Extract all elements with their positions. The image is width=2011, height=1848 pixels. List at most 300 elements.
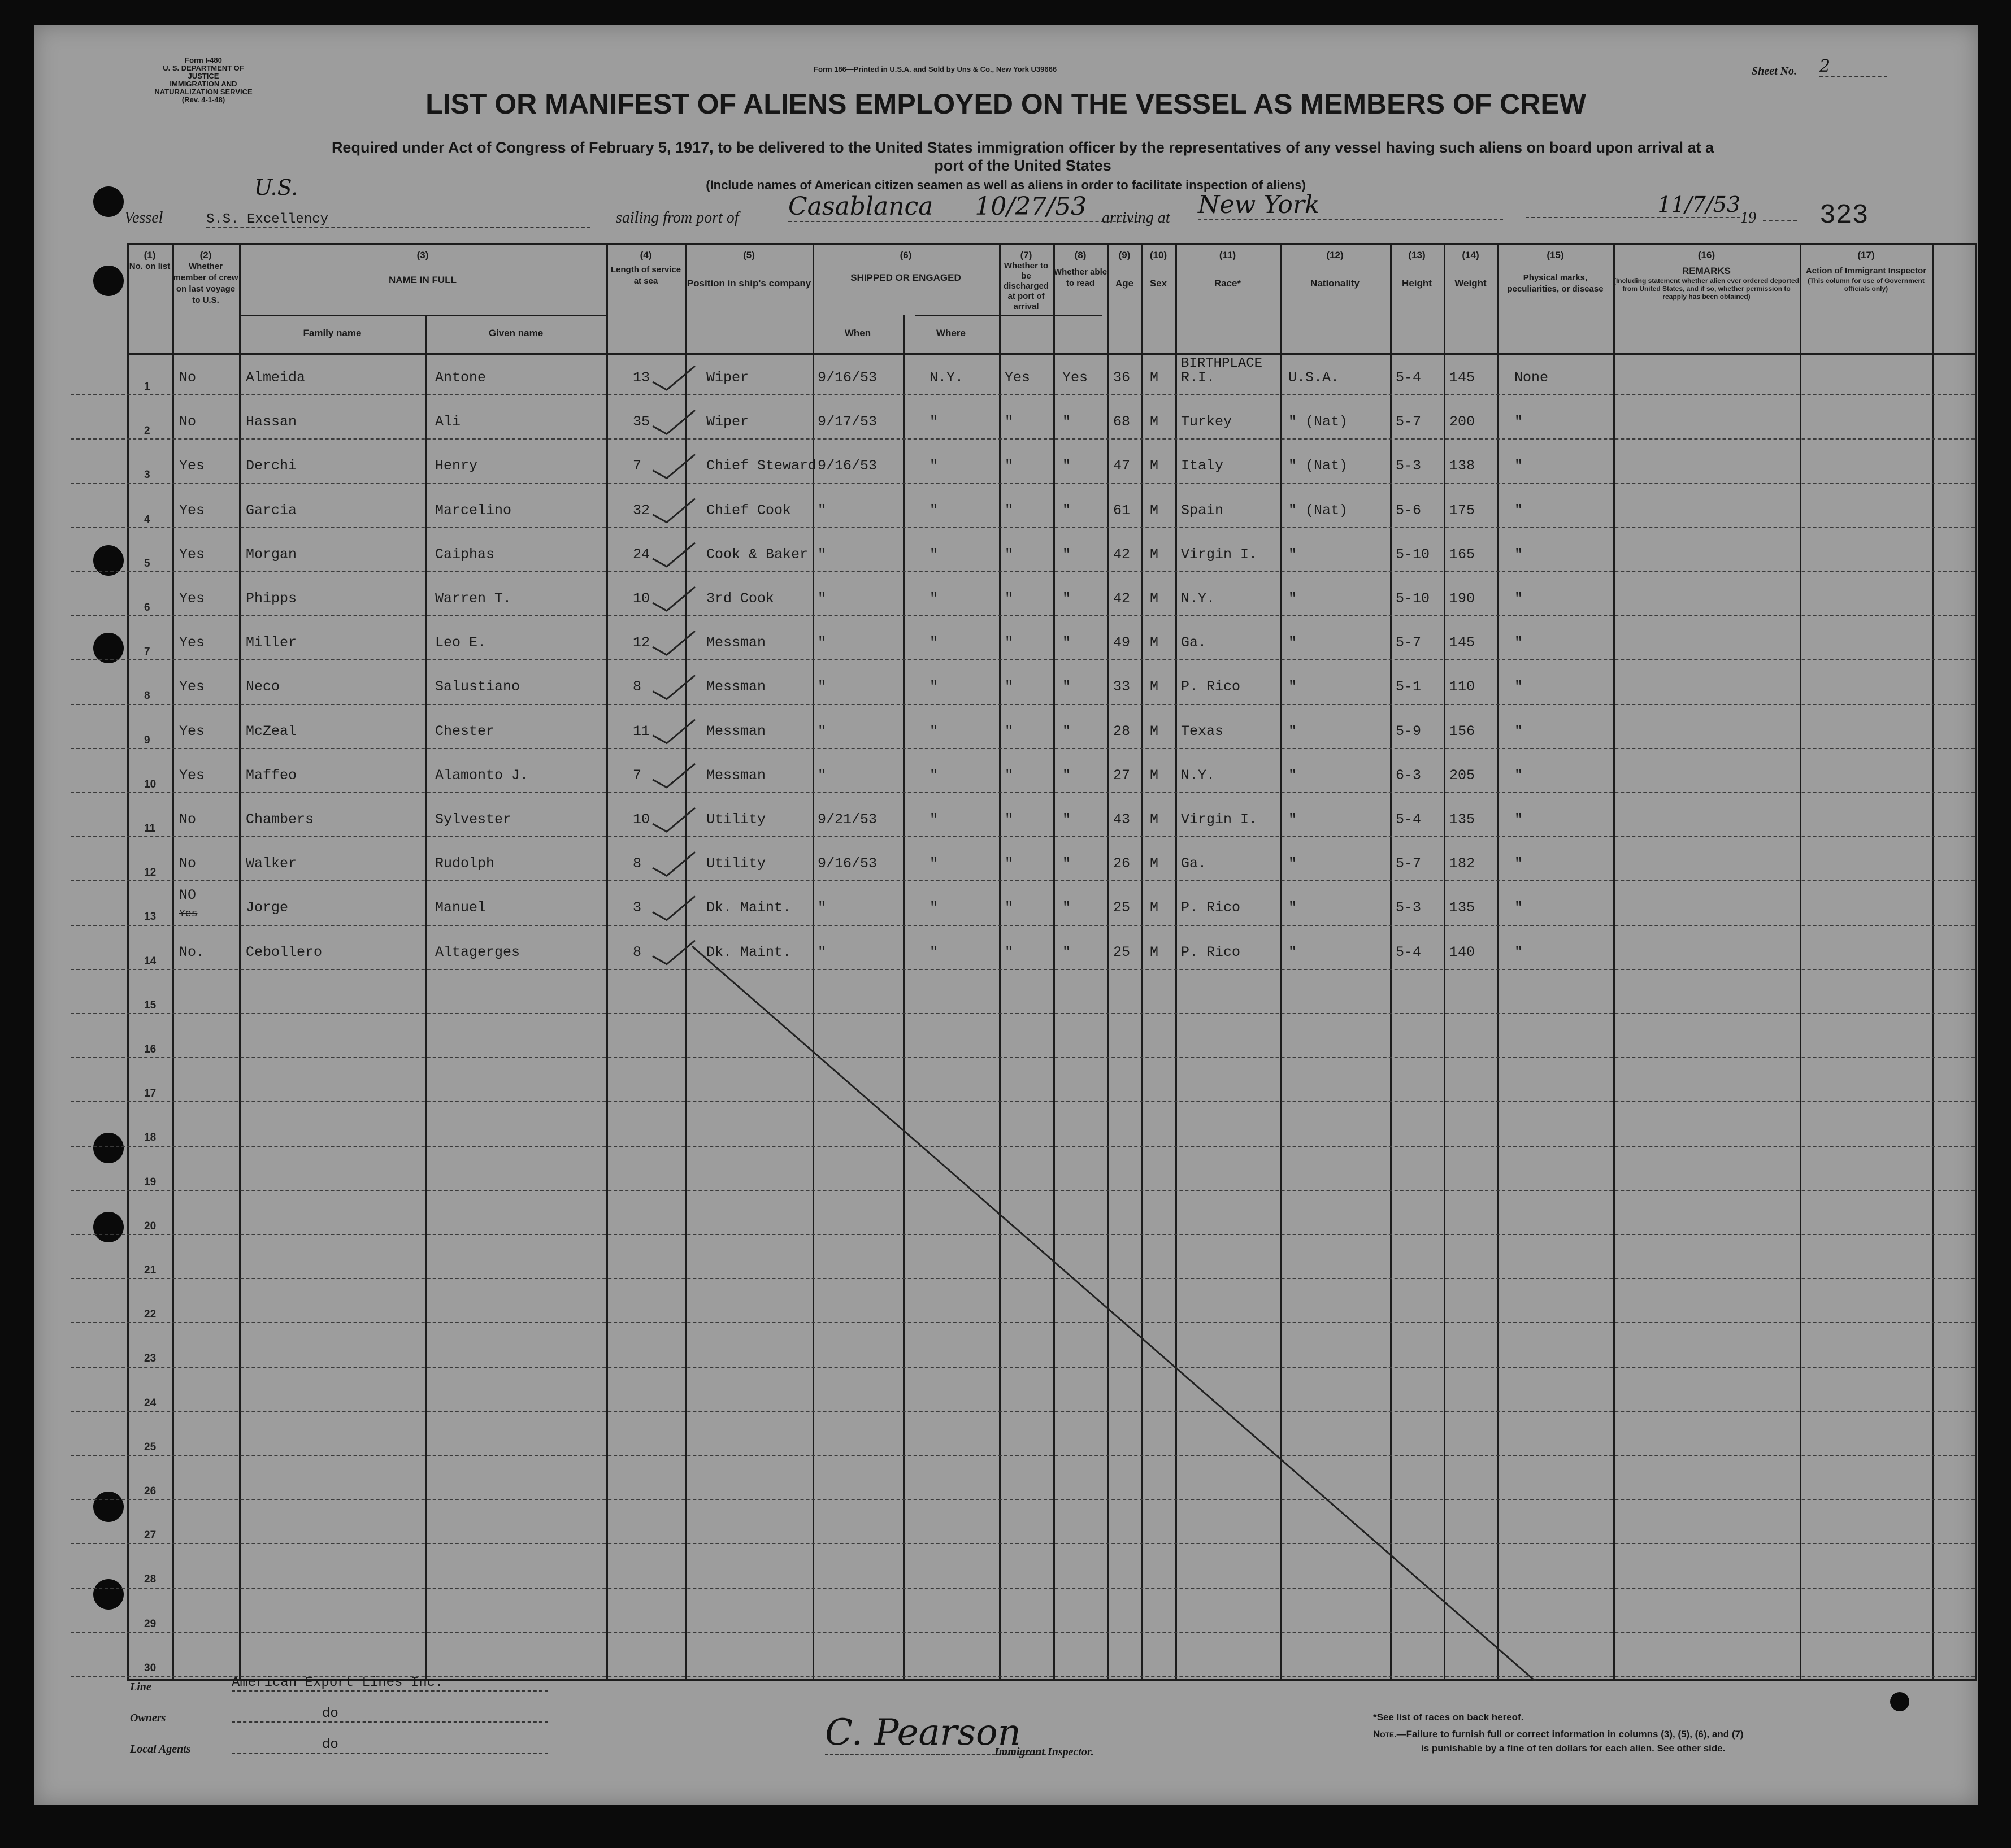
weight: 140	[1449, 943, 1475, 960]
nationality: " (Nat)	[1288, 502, 1348, 519]
check-mark	[653, 720, 695, 743]
whether-prev-crew: Yes	[179, 458, 205, 475]
note-label: Note.	[1373, 1729, 1397, 1740]
col2-header: (2) Whether member of crew on last voyage to U.S.	[173, 250, 238, 305]
height: 5-7	[1396, 414, 1422, 431]
family-name: Cebollero	[246, 943, 323, 960]
arriving-label: arriving at	[1102, 209, 1170, 227]
check-mark	[653, 410, 695, 434]
height: 5-6	[1396, 502, 1422, 519]
shipped-where: "	[930, 546, 939, 563]
able-to-read: "	[1062, 414, 1071, 431]
fine-note-line2: is punishable by a fine of ten dollars for each alien. See other side.	[1421, 1743, 1726, 1754]
physical-marks: None	[1514, 369, 1549, 386]
cancel-diagonal-line	[692, 943, 1639, 1681]
physical-marks: "	[1514, 414, 1523, 431]
shipped-where: "	[930, 855, 939, 872]
given-name: Antone	[435, 369, 487, 386]
sex: M	[1150, 855, 1159, 872]
able-to-read: "	[1062, 811, 1071, 828]
physical-marks: "	[1514, 634, 1523, 651]
physical-marks: "	[1514, 679, 1523, 695]
birthplace: Texas	[1181, 723, 1224, 740]
whether-prev-crew: NO	[179, 887, 197, 904]
family-name: Almeida	[246, 369, 306, 386]
given-name: Manuel	[435, 899, 487, 916]
weight: 175	[1449, 502, 1475, 519]
manifest-table	[127, 243, 1975, 1681]
age: 61	[1113, 502, 1131, 519]
check-mark	[653, 631, 695, 655]
position: 3rd Cook	[706, 590, 775, 607]
shipped-where: "	[930, 899, 939, 916]
shipped-when: 9/16/53	[818, 369, 878, 386]
height: 5-9	[1396, 723, 1422, 740]
column-divider	[1975, 243, 1977, 1681]
height: 5-3	[1396, 458, 1422, 475]
weight: 145	[1449, 369, 1475, 386]
position: Dk. Maint.	[706, 943, 792, 960]
line-label: Line	[130, 1681, 151, 1693]
physical-marks: "	[1514, 767, 1523, 784]
weight: 135	[1449, 899, 1475, 916]
age: 43	[1113, 811, 1131, 828]
height: 5-7	[1396, 855, 1422, 872]
form-number: Form I-480	[185, 56, 222, 64]
row-number: 30	[144, 1662, 157, 1674]
shipped-where: "	[930, 943, 939, 960]
weight: 135	[1449, 811, 1475, 828]
family-name: Hassan	[246, 414, 297, 431]
family-name: Maffeo	[246, 767, 297, 784]
birthplace: P. Rico	[1181, 679, 1241, 695]
weight: 200	[1449, 414, 1475, 431]
whether-prev-crew: No	[179, 811, 197, 828]
col5-header: (5) Position in ship's company	[687, 250, 811, 289]
position: Chief Steward	[706, 458, 817, 475]
able-to-read: Yes	[1062, 369, 1088, 386]
row-number: 16	[144, 1043, 157, 1055]
nationality: U.S.A.	[1288, 369, 1340, 386]
to-be-discharged: "	[1005, 458, 1014, 475]
whether-prev-crew: Yes	[179, 767, 205, 784]
shipped-when-header: When	[844, 328, 871, 338]
service-length: 8	[633, 679, 642, 695]
nationality: "	[1288, 811, 1297, 828]
shipped-when: "	[818, 767, 827, 784]
weight: 138	[1449, 458, 1475, 475]
col7-header: (7) Whether to be discharged at port of arrival	[1003, 250, 1049, 311]
age: 28	[1113, 723, 1131, 740]
given-name: Chester	[435, 723, 495, 740]
family-name: Garcia	[246, 502, 297, 519]
birthplace: P. Rico	[1181, 943, 1241, 960]
given-name-header: Given name	[488, 328, 544, 338]
nationality: "	[1288, 855, 1297, 872]
position: Wiper	[706, 369, 749, 386]
birthplace: Ga.	[1181, 634, 1207, 651]
height: 5-3	[1396, 899, 1422, 916]
whether-prev-crew: No	[179, 855, 197, 872]
service-length: 35	[633, 414, 650, 431]
birthplace: Virgin I.	[1181, 811, 1258, 828]
to-be-discharged: "	[1005, 590, 1014, 607]
subtitle-line: Required under Act of Congress of February 5, 1917, to be delivered to the United States immigration officer by the representatives of any vessel having such aliens on board upon arrival at a	[331, 139, 1714, 156]
check-mark	[653, 941, 695, 964]
line-value: American Export Lines Inc.	[232, 1675, 548, 1692]
age: 26	[1113, 855, 1131, 872]
sex: M	[1150, 811, 1159, 828]
col15-header: (15) Physical marks, peculiarities, or disease	[1507, 250, 1604, 294]
punch-hole	[93, 1492, 124, 1522]
weight: 156	[1449, 723, 1475, 740]
row-number: 20	[144, 1220, 157, 1232]
given-name: Ali	[435, 414, 461, 431]
nationality: "	[1288, 723, 1297, 740]
position: Chief Cook	[706, 502, 792, 519]
family-name: Neco	[246, 679, 280, 695]
row-number: 2	[144, 425, 150, 437]
able-to-read: "	[1062, 590, 1071, 607]
to-be-discharged: "	[1005, 723, 1014, 740]
physical-marks: "	[1514, 546, 1523, 563]
physical-marks: "	[1514, 811, 1523, 828]
age: 25	[1113, 899, 1131, 916]
col4-header: (4) Length of service at sea	[610, 250, 681, 286]
col12-header: (12) Nationality	[1310, 250, 1360, 289]
able-to-read: "	[1062, 855, 1071, 872]
row-number: 4	[144, 513, 150, 525]
nationality: " (Nat)	[1288, 458, 1348, 475]
service-length: 7	[633, 458, 642, 475]
sailing-date: 10/27/53	[975, 192, 1087, 221]
age: 36	[1113, 369, 1131, 386]
family-name-header: Family name	[303, 328, 362, 338]
check-mark	[653, 852, 695, 876]
year-blank	[1763, 220, 1797, 221]
family-name: McZeal	[246, 723, 297, 740]
row-number: 24	[144, 1397, 157, 1409]
nationality: "	[1288, 634, 1297, 651]
given-name: Marcelino	[435, 502, 512, 519]
row-number: 8	[144, 690, 150, 702]
row-number: 9	[144, 734, 150, 746]
sailing-port	[788, 192, 1139, 222]
shipped-where: "	[930, 723, 939, 740]
sex: M	[1150, 502, 1159, 519]
fine-note	[1373, 1729, 1744, 1740]
family-name: Morgan	[246, 546, 297, 563]
whether-prev-crew: No	[179, 414, 197, 431]
age: 47	[1113, 458, 1131, 475]
service-length: 13	[633, 369, 650, 386]
age: 25	[1113, 943, 1131, 960]
sex: M	[1150, 679, 1159, 695]
agents-label: Local Agents	[130, 1743, 191, 1755]
given-name: Henry	[435, 458, 478, 475]
col14-header: (14) Weight	[1454, 250, 1487, 289]
able-to-read: "	[1062, 546, 1071, 563]
row-number: 6	[144, 602, 150, 614]
given-name: Altagerges	[435, 943, 520, 960]
service-length: 32	[633, 502, 650, 519]
sex: M	[1150, 723, 1159, 740]
shipped-when: 9/17/53	[818, 414, 878, 431]
punch-hole	[93, 1212, 124, 1242]
year-label: 19	[1740, 209, 1756, 227]
nationality: " (Nat)	[1288, 414, 1348, 431]
birthplace: R.I.	[1181, 369, 1215, 386]
punch-hole	[93, 633, 124, 663]
col11-header: (11) Race*	[1214, 250, 1241, 289]
row-number: 5	[144, 557, 150, 569]
position: Messman	[706, 634, 766, 651]
check-mark	[653, 764, 695, 788]
physical-marks: "	[1514, 458, 1523, 475]
able-to-read: "	[1062, 634, 1071, 651]
printer-note: Form 186—Printed in U.S.A. and Sold by Uns & Co., New York U39666	[814, 65, 1057, 73]
owners-value: do	[232, 1706, 548, 1723]
check-mark	[653, 808, 695, 832]
sex: M	[1150, 590, 1159, 607]
birthplace: Ga.	[1181, 855, 1207, 872]
height: 5-4	[1396, 943, 1422, 960]
shipped-where: "	[930, 634, 939, 651]
given-name: Alamonto J.	[435, 767, 529, 784]
shipped-when: 9/16/53	[818, 855, 878, 872]
height: 5-10	[1396, 590, 1430, 607]
punch-hole	[93, 266, 124, 296]
check-mark	[653, 499, 695, 523]
arrival-date: 11/7/53	[1526, 192, 1740, 218]
able-to-read: "	[1062, 723, 1071, 740]
subtitle	[158, 138, 1887, 175]
weight: 145	[1449, 634, 1475, 651]
row-number: 13	[144, 911, 157, 923]
row-number: 26	[144, 1485, 157, 1497]
shipped-where-header: Where	[936, 328, 966, 338]
weight: 205	[1449, 767, 1475, 784]
sex: M	[1150, 767, 1159, 784]
height: 5-1	[1396, 679, 1422, 695]
punch-hole	[93, 1579, 124, 1610]
to-be-discharged: "	[1005, 767, 1014, 784]
to-be-discharged: "	[1005, 634, 1014, 651]
service-length: 8	[633, 855, 642, 872]
whether-prev-crew: Yes	[179, 723, 205, 740]
row-number: 1	[144, 381, 150, 393]
service-length: 8	[633, 943, 642, 960]
able-to-read: "	[1062, 458, 1071, 475]
height: 5-10	[1396, 546, 1430, 563]
physical-marks: "	[1514, 502, 1523, 519]
row-number: 3	[144, 469, 150, 481]
sex: M	[1150, 634, 1159, 651]
manifest-sheet	[34, 25, 1978, 1805]
to-be-discharged: "	[1005, 855, 1014, 872]
row-number: 10	[144, 778, 157, 790]
family-name: Jorge	[246, 899, 289, 916]
punch-hole	[1890, 1692, 1909, 1711]
row-number: 11	[144, 823, 156, 834]
col16-header: (16) REMARKS (Including statement whether alien ever ordered deported from United States, and if so, whether permission to reapply has been obtained)	[1613, 250, 1800, 301]
weight: 165	[1449, 546, 1475, 563]
birthplace: P. Rico	[1181, 899, 1241, 916]
shipped-where: "	[930, 458, 939, 475]
row-number: 29	[144, 1617, 157, 1630]
position: Messman	[706, 767, 766, 784]
department: U. S. DEPARTMENT OF JUSTICE	[163, 64, 244, 80]
to-be-discharged: "	[1005, 546, 1014, 563]
service-length: 7	[633, 767, 642, 784]
able-to-read: "	[1062, 679, 1071, 695]
age: 49	[1113, 634, 1131, 651]
shipped-when: "	[818, 899, 827, 916]
shipped-when: "	[818, 590, 827, 607]
service-length: 3	[633, 899, 642, 916]
annotation-overlay	[127, 243, 1975, 1681]
sheet-number: 2	[1819, 56, 1887, 77]
whether-prev-crew: Yes	[179, 546, 205, 563]
races-note: *See list of races on back hereof.	[1373, 1712, 1524, 1723]
given-name: Caiphas	[435, 546, 495, 563]
shipped-where: "	[930, 811, 939, 828]
row-number: 27	[144, 1529, 157, 1542]
punch-hole	[93, 1133, 124, 1163]
revision: (Rev. 4-1-48)	[181, 95, 225, 104]
shipped-when: 9/21/53	[818, 811, 878, 828]
col1-header: (1) No. on list	[129, 250, 171, 271]
physical-marks: "	[1514, 590, 1523, 607]
to-be-discharged: "	[1005, 811, 1014, 828]
position: Messman	[706, 723, 766, 740]
check-mark	[653, 675, 695, 699]
check-mark	[653, 454, 695, 478]
position: Dk. Maint.	[706, 899, 792, 916]
given-name: Warren T.	[435, 590, 512, 607]
row-number: 19	[144, 1176, 157, 1188]
row-number: 12	[144, 867, 157, 879]
shipped-when: "	[818, 502, 827, 519]
weight: 110	[1449, 679, 1475, 695]
row-number: 22	[144, 1308, 157, 1321]
row-number: 23	[144, 1353, 157, 1365]
birthplace: Spain	[1181, 502, 1224, 519]
height: 5-4	[1396, 369, 1422, 386]
family-name: Walker	[246, 855, 297, 872]
subtitle-line: port of the United States	[934, 157, 1111, 174]
whether-prev-crew: Yes	[179, 502, 205, 519]
owners-label: Owners	[130, 1712, 166, 1724]
shipped-when: 9/16/53	[818, 458, 878, 475]
height: 5-4	[1396, 811, 1422, 828]
position: Utility	[706, 811, 766, 828]
to-be-discharged: "	[1005, 502, 1014, 519]
sex: M	[1150, 899, 1159, 916]
sailing-label: sailing from port of	[616, 209, 739, 227]
sex: M	[1150, 943, 1159, 960]
birthplace: N.Y.	[1181, 590, 1215, 607]
shipped-where: "	[930, 414, 939, 431]
sex: M	[1150, 414, 1159, 431]
position: Wiper	[706, 414, 749, 431]
row-number: 25	[144, 1441, 157, 1453]
agents-value: do	[232, 1737, 548, 1754]
birthplace: Virgin I.	[1181, 546, 1258, 563]
row-number: 15	[144, 999, 157, 1011]
col17-header: (17) Action of Immigrant Inspector (This column for use of Government officials only)	[1805, 250, 1927, 293]
age: 27	[1113, 767, 1131, 784]
age: 42	[1113, 546, 1131, 563]
shipped-when: "	[818, 546, 827, 563]
note-text: —Failure to furnish full or correct information in columns (3), (5), (6), and (7)	[1396, 1729, 1744, 1740]
birthplace: N.Y.	[1181, 767, 1215, 784]
check-mark	[653, 543, 695, 567]
birthplace-typed-header: BIRTHPLACE	[1181, 356, 1263, 371]
to-be-discharged: Yes	[1005, 369, 1031, 386]
shipped-when: "	[818, 679, 827, 695]
to-be-discharged: "	[1005, 899, 1014, 916]
physical-marks: "	[1514, 723, 1523, 740]
struck-prev-value: Yes	[179, 908, 198, 920]
position: Utility	[706, 855, 766, 872]
weight: 190	[1449, 590, 1475, 607]
service-length: 11	[633, 723, 650, 740]
age: 68	[1113, 414, 1131, 431]
row-number: 14	[144, 955, 157, 967]
nationality: "	[1288, 899, 1297, 916]
shipped-when: "	[818, 634, 827, 651]
inspector-label: Immigrant Inspector.	[994, 1746, 1094, 1758]
physical-marks: "	[1514, 899, 1523, 916]
physical-marks: "	[1514, 943, 1523, 960]
to-be-discharged: "	[1005, 679, 1014, 695]
col8-header: (8) Whether able to read	[1053, 250, 1107, 288]
col10-header: (10) Sex	[1149, 250, 1167, 289]
age: 42	[1113, 590, 1131, 607]
whether-prev-crew: Yes	[179, 634, 205, 651]
col3-header: (3) NAME IN FULL	[389, 250, 457, 285]
age: 33	[1113, 679, 1131, 695]
inspector-signature: C. Pearson	[825, 1712, 1051, 1755]
birthplace: Turkey	[1181, 414, 1232, 431]
given-name: Salustiano	[435, 679, 520, 695]
row-number: 21	[144, 1264, 157, 1276]
shipped-when: "	[818, 943, 827, 960]
family-name: Derchi	[246, 458, 297, 475]
col6-header: (6) SHIPPED OR ENGAGED	[850, 250, 961, 283]
vessel-handwritten-prefix: U.S.	[254, 175, 298, 200]
shipped-where: N.Y.	[930, 369, 964, 386]
shipped-when: "	[818, 723, 827, 740]
sex: M	[1150, 546, 1159, 563]
col9-header: (9) Age	[1115, 250, 1134, 289]
arriving-port: New York	[1198, 190, 1503, 220]
row-number: 17	[144, 1088, 157, 1100]
check-mark	[653, 587, 695, 611]
nationality: "	[1288, 943, 1297, 960]
shipped-where: "	[930, 679, 939, 695]
position: Messman	[706, 679, 766, 695]
nationality: "	[1288, 679, 1297, 695]
vessel-name: S.S. Excellency	[206, 212, 590, 228]
check-mark	[653, 366, 695, 390]
given-name: Rudolph	[435, 855, 495, 872]
col13-header: (13) Height	[1402, 250, 1432, 289]
to-be-discharged: "	[1005, 414, 1014, 431]
sex: M	[1150, 458, 1159, 475]
position: Cook & Baker	[706, 546, 809, 563]
